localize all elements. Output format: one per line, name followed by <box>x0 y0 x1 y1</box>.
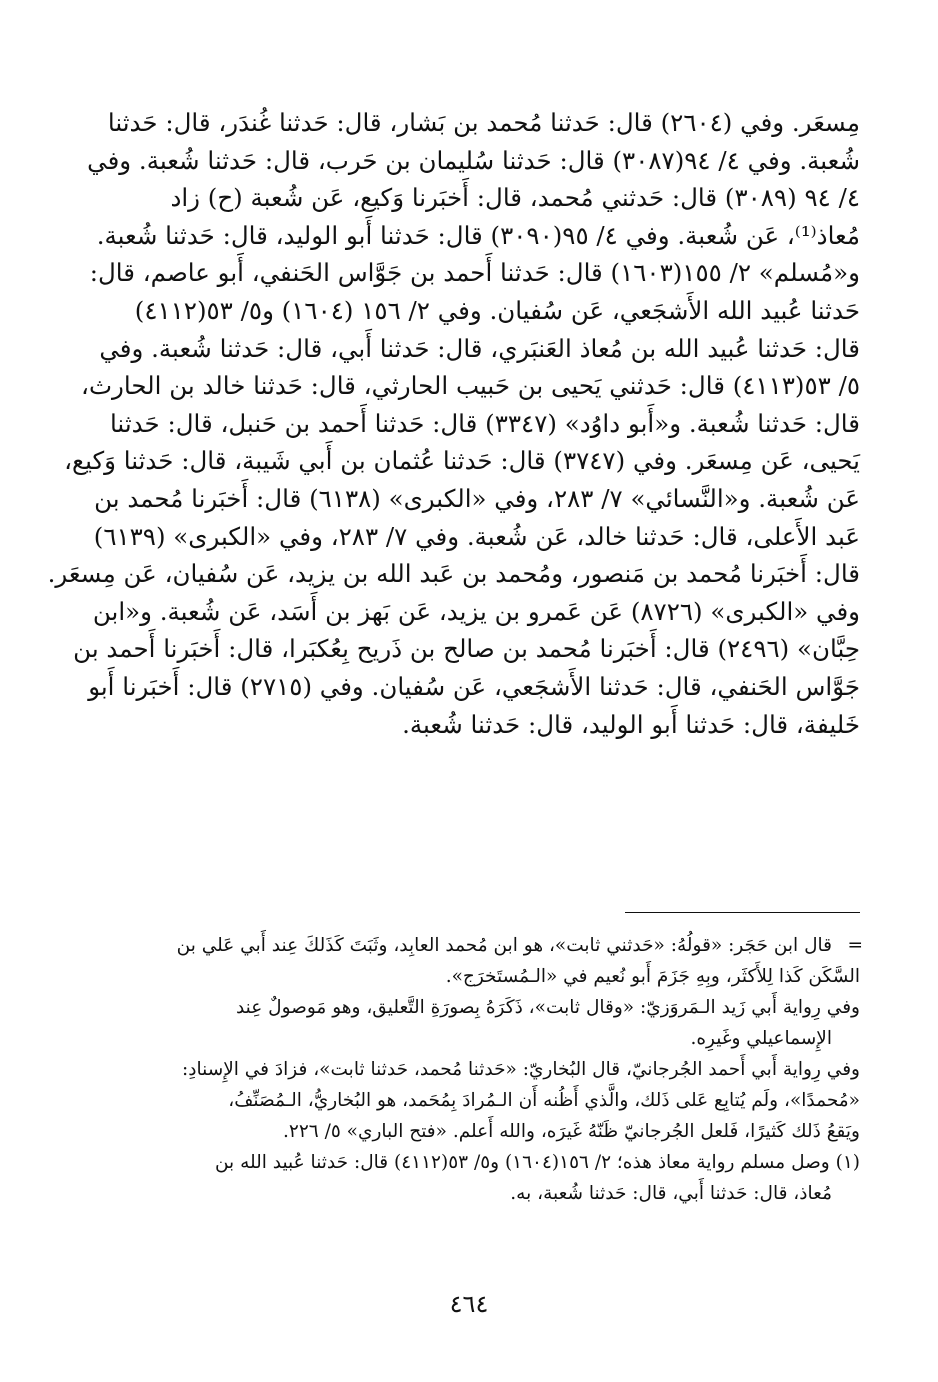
page-number: ٤٦٤ <box>449 1290 489 1318</box>
main-text-line: وفي «الكبرى» (٨٧٢٦) عَن عَمرو بن يزيد، عَن بَهز بن أَسَد، عَن شُعبة. و«ابن <box>92 596 860 626</box>
footnote-line: ويَقعُ ذَلك كَثيرًا، فَلعل الجُرجانيّ ظَنّهُ غَيرَه، والله أَعلم. «فتح الباري» ٥/ ٢٢٦. <box>283 1121 860 1142</box>
main-text-line: مُعاذ⁽¹⁾، عَن شُعبة. وفي ٤/ ٩٥(٣٠٩٠) قال: حَدثنا أَبو الوليد، قال: حَدثنا شُعبة. <box>96 220 860 250</box>
footnotes-block <box>122 930 863 1209</box>
footnote-line: قال ابن حَجَر: «قولُهُ: «حَدثني ثابت»، هو ابن مُحمد العابِد، وثَبَتَ كَذَلكَ عِند أَبي عَلي بن <box>176 935 832 956</box>
main-text-line: شُعبة. وفي ٤/ ٩٤(٣٠٨٧) قال: حَدثنا سُليمان بن حَرب، قال: حَدثنا شُعبة. وفي <box>87 145 860 175</box>
footnote-line: وفي رِواية أَبي زَيد الـمَروَزيّ: «وقال ثابت»، ذَكَرَهُ بِصورَةِ التَّعليق، وهو مَوصولٌ عِند <box>235 997 860 1018</box>
footnote-divider <box>625 912 860 913</box>
main-text-line: حِبَّان» (٢٤٩٦) قال: أَخبَرنا مُحمد بن صالح بن ذَريح بِعُكبَرا، قال: أَخبَرنا أَحمد بن <box>73 634 860 664</box>
main-text-line: عَبد الأَعلى، قال: حَدثنا خالد، عَن شُعبة. وفي ٧/ ٢٨٣، وفي «الكبرى» (٦١٣٩) <box>93 521 860 551</box>
main-text-line: عَن شُعبة. و«النَّسائي» ٧/ ٢٨٣، وفي «الكبرى» (٦١٣٨) قال: أَخبَرنا مُحمد بن <box>94 483 860 513</box>
footnote-line: «مُحمدًا»، ولَم يُتابِع عَلى ذَلك، والَّذي أَظُنه أَن الـمُرادَ بِمُحَمد، هو البُخاريُّ، الـمُصَنِّفُ، <box>228 1090 860 1111</box>
footnote-paragraph <box>122 1054 860 1147</box>
footnote-line: (١) وصل مسلم رواية معاذ هذه؛ ٢/ ١٥٦(١٦٠٤) و٥/ ٥٣(٤١١٢) قال: حَدثنا عُبيد الله بن <box>214 1152 860 1173</box>
footnote-paragraph <box>122 992 860 1054</box>
main-text-block <box>47 104 860 743</box>
footnote-line: وفي رِواية أَبي أَحمد الجُرجانيّ، قال البُخاريّ: «حَدثنا مُحمد، حَدثنا ثابت»، فزادَ في الإِسنادِ: <box>182 1059 860 1080</box>
main-text-line: قال: أَخبَرنا مُحمد بن مَنصور، ومُحمد بن عَبد الله بن يزيد، عَن سُفيان، عَن مِسعَر. <box>47 559 860 589</box>
footnote-line: مُعاذ، قال: حَدثنا أَبي، قال: حَدثنا شُعبة، به. <box>510 1183 832 1204</box>
footnote-line: السَّكَن كَذا لِلأَكثَر، وبِهِ جَزَمَ أَبو نُعيم في «الـمُستَخرَج». <box>445 966 860 987</box>
footnote-paragraph <box>122 930 863 992</box>
main-text-line: يَحيى، عَن مِسعَر. وفي (٣٧٤٧) قال: حَدثنا عُثمان بن أَبي شَيبة، قال: حَدثنا وَكيع، <box>64 446 860 476</box>
main-text-line: حَدثنا عُبيد الله الأَشجَعي، عَن سُفيان. وفي ٢/ ١٥٦ (١٦٠٤) و٥/ ٥٣(٤١١٢) <box>134 295 860 325</box>
main-text-line: مِسعَر. وفي (٢٦٠٤) قال: حَدثنا مُحمد بن بَشار، قال: حَدثنا غُندَر، قال: حَدثنا <box>107 108 860 137</box>
main-text-line: قال: حَدثنا عُبيد الله بن مُعاذ العَنبَري، قال: حَدثنا أَبي، قال: حَدثنا شُعبة. وفي <box>99 333 860 363</box>
main-text-line: خَليفة، قال: حَدثنا أَبو الوليد، قال: حَدثنا شُعبة. <box>402 709 860 739</box>
footnote-line: الإِسماعيلي وغَيرِه. <box>690 1028 832 1049</box>
continuation-marker: = <box>847 935 863 956</box>
main-text-line: و«مُسلم» ٢/ ١٥٥(١٦٠٣) قال: حَدثنا أَحمد بن جَوَّاس الحَنفي، أَبو عاصم، قال: <box>89 258 860 288</box>
footnote-paragraph <box>122 1147 860 1209</box>
main-text-line: قال: حَدثنا شُعبة. و«أَبو داوُد» (٣٣٤٧) قال: حَدثنا أَحمد بن حَنبل، قال: حَدثنا <box>109 408 860 438</box>
main-text-line: جَوَّاس الحَنفي، قال: حَدثنا الأَشجَعي، عَن سُفيان. وفي (٢٧١٥) قال: أَخبَرنا أَبو <box>88 671 860 701</box>
main-text-line: ٤/ ٩٤ (٣٠٨٩) قال: حَدثني مُحمد، قال: أَخبَرنا وَكيع، عَن شُعبة (ح) زاد <box>170 183 860 213</box>
main-text-line: ٥/ ٥٣(٤١١٣) قال: حَدثني يَحيى بن حَبيب الحارثي، قال: حَدثنا خالد بن الحارث، <box>81 371 860 401</box>
